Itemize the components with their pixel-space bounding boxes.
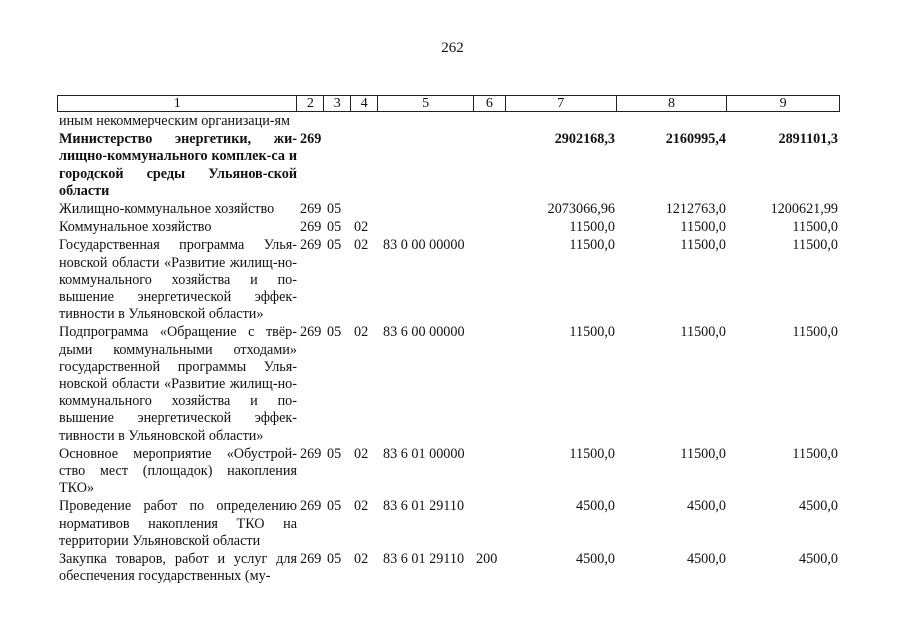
row-code-expense-type <box>474 131 506 200</box>
row-amount-7: 11500,0 <box>569 324 615 341</box>
table-row <box>57 219 840 236</box>
row-code-section: 05 <box>327 498 342 515</box>
row-name: Подпрограмма «Обращение с твёр-дыми коммунальными отходами» государственной программы Улья-новской области «Развитие жилищ-но-коммунального хозяйства и по-вышение энергетической эффек-тивности в Ульяновской области» <box>59 324 297 444</box>
row-code-section <box>324 113 351 130</box>
row-code-expense-type: 200 <box>476 551 498 568</box>
row-amount-8: 11500,0 <box>680 237 726 254</box>
table-row <box>57 237 840 323</box>
row-code-subsection: 02 <box>354 445 369 462</box>
header-col-8: 8 <box>617 96 728 111</box>
row-code-target <box>378 219 474 236</box>
row-code-target: 83 6 01 29110 <box>383 498 465 515</box>
row-code-target: 83 6 01 29110 <box>383 551 465 568</box>
row-amount-9: 11500,0 <box>792 324 838 341</box>
row-code-subsection: 02 <box>354 324 369 341</box>
row-code-subsection: 02 <box>354 551 369 568</box>
row-name: Государственная программа Улья-новской области «Развитие жилищ-но-коммунального хозяйства и по-вышение энергетической эффек-тивности в Ульяновской области» <box>59 237 297 323</box>
table-row <box>57 324 840 444</box>
row-code-ministry: 269 <box>300 237 322 254</box>
row-amount-7: 4500,0 <box>575 551 615 568</box>
row-amount-9: 1200621,99 <box>770 201 838 218</box>
row-name: Закупка товаров, работ и услуг для обеспечения государственных (му- <box>59 551 297 585</box>
page-number: 262 <box>441 40 464 56</box>
row-code-subsection: 02 <box>354 237 369 254</box>
row-amount-9: 11500,0 <box>792 237 838 254</box>
header-col-9: 9 <box>779 96 787 111</box>
row-code-section: 05 <box>327 551 342 568</box>
row-code-ministry: 269 <box>300 219 322 236</box>
row-code-target: 83 6 01 00000 <box>383 445 465 462</box>
row-amount-7: 11500,0 <box>569 219 615 236</box>
row-amount-9: 4500,0 <box>798 498 838 515</box>
table-row <box>57 201 840 218</box>
row-name: иным некоммерческим организаци-ям <box>59 113 291 129</box>
row-amount-7 <box>506 113 617 130</box>
row-code-target <box>378 131 474 200</box>
header-col-6: 6 <box>474 96 506 111</box>
row-amount-7: 2902168,3 <box>554 131 615 148</box>
header-col-5: 5 <box>378 96 474 111</box>
table-row <box>57 446 840 498</box>
row-amount-8 <box>617 113 728 130</box>
row-amount-8: 11500,0 <box>680 219 726 236</box>
row-code-target: 83 6 00 00000 <box>383 324 465 341</box>
table-row <box>57 498 840 550</box>
table-body <box>57 113 840 585</box>
row-amount-9: 4500,0 <box>798 551 838 568</box>
header-col-4: 4 <box>351 96 378 111</box>
row-code-ministry: 269 <box>300 201 322 218</box>
row-code-target <box>378 113 474 130</box>
row-code-expense-type <box>474 324 506 444</box>
header-col-2: 2 <box>297 96 324 111</box>
row-amount-8: 4500,0 <box>686 551 726 568</box>
row-code-section: 05 <box>327 201 342 218</box>
budget-table <box>57 95 840 585</box>
row-amount-7: 11500,0 <box>569 445 615 462</box>
row-amount-8: 4500,0 <box>686 498 726 515</box>
row-amount-9 <box>728 113 840 130</box>
row-code-expense-type <box>474 219 506 236</box>
row-code-section: 05 <box>327 324 342 341</box>
row-amount-8: 2160995,4 <box>665 131 726 148</box>
row-code-section: 05 <box>327 219 342 236</box>
row-code-ministry: 269 <box>300 445 322 462</box>
row-code-target <box>378 201 474 218</box>
row-code-subsection: 02 <box>354 219 369 236</box>
row-code-expense-type <box>474 237 506 323</box>
row-code-subsection <box>351 113 378 130</box>
row-amount-8: 1212763,0 <box>665 201 726 218</box>
row-name: Проведение работ по определению нормативов накопления ТКО на территории Ульяновской области <box>59 498 297 549</box>
row-amount-9: 11500,0 <box>792 445 838 462</box>
row-code-ministry: 269 <box>300 324 322 341</box>
row-amount-7: 4500,0 <box>575 498 615 515</box>
row-amount-8: 11500,0 <box>680 445 726 462</box>
row-amount-7: 2073066,96 <box>547 201 615 218</box>
row-code-subsection <box>351 131 378 200</box>
row-code-ministry <box>297 113 324 130</box>
row-name: Основное мероприятие «Обустрой-ство мест (площадок) накопления ТКО» <box>59 445 297 497</box>
row-amount-7: 11500,0 <box>569 237 615 254</box>
header-col-3: 3 <box>324 96 351 111</box>
row-code-section <box>324 131 351 200</box>
row-code-section: 05 <box>327 445 342 462</box>
table-row <box>57 113 840 130</box>
table-row <box>57 131 840 200</box>
row-code-subsection <box>351 201 378 218</box>
row-code-ministry: 269 <box>300 551 322 568</box>
row-amount-9: 2891101,3 <box>778 131 838 148</box>
row-code-section: 05 <box>327 237 342 254</box>
table-header <box>57 95 840 112</box>
row-code-expense-type <box>474 498 506 550</box>
row-code-ministry: 269 <box>300 498 322 515</box>
header-col-7: 7 <box>506 96 617 111</box>
row-code-target: 83 0 00 00000 <box>383 237 465 254</box>
row-name: Жилищно-коммунальное хозяйство <box>59 201 275 218</box>
row-name: Министерство энергетики, жи-лищно-коммунального комплек-са и городской среды Ульянов-ской области <box>59 131 297 199</box>
header-col-1: 1 <box>58 96 297 111</box>
row-amount-8: 11500,0 <box>680 324 726 341</box>
row-code-subsection: 02 <box>354 498 369 515</box>
table-row <box>57 551 840 585</box>
row-code-expense-type <box>474 201 506 218</box>
row-code-ministry: 269 <box>300 131 322 148</box>
row-name: Коммунальное хозяйство <box>59 219 212 236</box>
row-amount-9: 11500,0 <box>792 219 838 236</box>
row-code-expense-type <box>474 113 506 130</box>
row-code-expense-type <box>474 446 506 498</box>
